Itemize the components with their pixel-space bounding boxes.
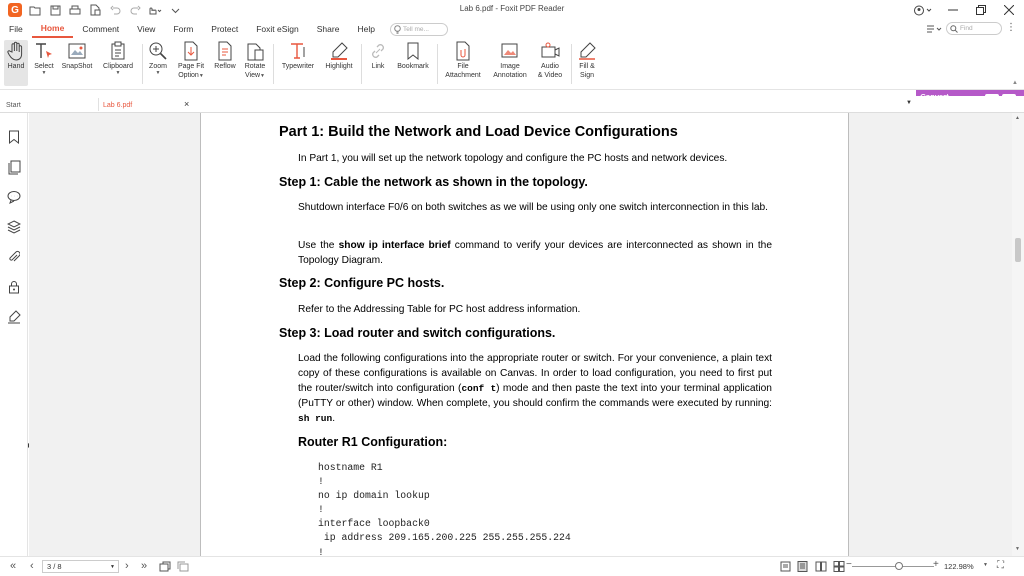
scroll-thumb[interactable] <box>1015 238 1021 262</box>
fill-sign-button[interactable] <box>575 40 599 80</box>
navigation-panel <box>0 113 28 556</box>
highlight-button[interactable] <box>321 40 357 71</box>
hand-label: Hand <box>7 63 25 70</box>
step3-heading: Step 3: Load router and switch configurations. <box>279 326 556 340</box>
find-input[interactable] <box>946 22 1002 35</box>
hand-icon <box>5 40 27 62</box>
fill-sign-label-1: Fill & <box>579 63 595 70</box>
fill-sign-icon <box>576 40 598 62</box>
link-label: Link <box>371 63 385 70</box>
select-label: Select <box>34 63 54 70</box>
image-annotation-button[interactable] <box>489 40 531 80</box>
step1-p2-after: command to verify your devices are interconnected as shown in the Topology Diagram. <box>298 240 772 266</box>
next-page-icon[interactable]: › <box>125 560 129 572</box>
snapshot-tool-button[interactable] <box>59 40 95 71</box>
scroll-down-icon[interactable]: ▼ <box>1015 546 1020 552</box>
close-window-icon[interactable] <box>1000 1 1018 19</box>
tab-list-dropdown-icon[interactable]: ▼ <box>906 100 912 106</box>
code-line: ! <box>318 504 324 516</box>
step1-heading: Step 1: Cable the network as shown in the topology. <box>279 175 588 189</box>
menu-share[interactable]: Share <box>316 24 340 34</box>
zoom-dropdown-icon[interactable]: ▼ <box>983 562 988 568</box>
page-fit-icon <box>180 40 202 62</box>
fill-sign-label-2: Sign <box>579 72 594 79</box>
tell-me-input[interactable] <box>390 23 448 36</box>
account-icon[interactable] <box>912 1 934 19</box>
step3-code-sh-run: sh run <box>298 413 333 424</box>
clipboard-label: Clipboard <box>103 63 133 70</box>
reflow-label: Reflow <box>214 63 236 70</box>
pages-panel-icon[interactable] <box>6 159 22 175</box>
reflow-icon <box>214 40 236 62</box>
close-tab-icon[interactable]: × <box>184 99 190 109</box>
touch-mode-icon[interactable] <box>146 1 164 19</box>
code-line: ip address 209.165.200.225 255.255.255.224 <box>318 532 571 544</box>
page-fit-label-2-text: Option <box>178 72 199 79</box>
select-text-icon <box>33 40 55 62</box>
more-options-icon[interactable]: ⋮ <box>1006 22 1016 33</box>
select-dropdown-icon[interactable]: ▼ <box>41 70 47 76</box>
page-fit-label-2 <box>178 71 204 80</box>
print-icon[interactable] <box>66 1 84 19</box>
ribbon-separator <box>437 44 438 84</box>
step3-code-conf-t: conf t <box>461 383 497 394</box>
part-intro: In Part 1, you will set up the network topology and configure the PC hosts and network devices. <box>298 153 728 164</box>
menu-form[interactable]: Form <box>173 24 194 34</box>
zoom-slider-handle[interactable] <box>895 562 903 570</box>
select-tool-button[interactable] <box>31 40 57 76</box>
tell-me-placeholder: Tell me... <box>402 25 429 33</box>
step3-p1-b: ) mode and then paste the text into your terminal application (PuTTY or other) window. When complete, you should confirm the commands were executed by running: <box>298 383 772 409</box>
snapshot-label: SnapShot <box>61 63 93 70</box>
page-dropdown-icon[interactable]: ▼ <box>110 563 115 570</box>
ribbon-scroll-icon[interactable]: ▲ <box>1012 80 1018 86</box>
ribbon-separator <box>273 44 274 84</box>
audio-video-label-2: & Video <box>537 72 563 79</box>
signatures-panel-icon[interactable] <box>6 309 22 325</box>
bookmarks-panel-icon[interactable] <box>6 129 22 145</box>
image-annotation-icon <box>499 40 521 62</box>
facing-view-icon[interactable] <box>815 561 827 575</box>
image-annotation-label-2: Annotation <box>493 72 527 79</box>
menu-comment[interactable]: Comment <box>82 24 120 34</box>
ribbon-toolbar <box>0 38 1024 90</box>
window-controls <box>912 0 1018 20</box>
previous-page-icon[interactable]: ‹ <box>30 560 34 572</box>
tab-lab-6-pdf[interactable]: Lab 6.pdf <box>103 101 133 109</box>
page-indicator: 3 / 8 <box>47 562 62 571</box>
snapshot-icon <box>66 40 88 62</box>
zoom-label: Zoom <box>149 63 167 70</box>
page-fit-label-1: Page Fit <box>177 63 205 70</box>
redo-icon[interactable] <box>126 1 144 19</box>
part-heading: Part 1: Build the Network and Load Device Configurations <box>279 124 678 140</box>
document-view[interactable] <box>29 113 1012 556</box>
code-line: ! <box>318 476 324 488</box>
lightbulb-icon <box>394 25 401 34</box>
step2-heading: Step 2: Configure PC hosts. <box>279 276 445 290</box>
step3-p1-a: Load the following configurations into the appropriate router or switch. For your convenience, a plain text copy of these configurations is available on Canvas. In order to load configuration, you need to first put the router/switch into configuration ( <box>298 353 772 394</box>
menu-file[interactable]: File <box>9 24 23 34</box>
clipboard-icon <box>107 40 129 62</box>
clipboard-dropdown-icon[interactable]: ▼ <box>115 70 121 76</box>
bookmark-icon <box>402 40 424 62</box>
menu-help[interactable]: Help <box>357 24 375 34</box>
step2-paragraph: Refer to the Addressing Table for PC host address information. <box>298 304 581 315</box>
search-options-icon[interactable] <box>926 24 942 34</box>
file-attachment-icon <box>452 40 474 62</box>
menu-bar <box>0 20 1024 38</box>
zoom-level[interactable]: 122.98% <box>944 562 974 571</box>
step3-paragraph <box>298 351 772 426</box>
minimize-icon[interactable] <box>944 1 962 19</box>
layers-panel-icon[interactable] <box>6 219 22 235</box>
ribbon-separator <box>571 44 572 84</box>
rotate-dropdown-icon[interactable]: ▼ <box>260 73 265 79</box>
step1-paragraph-1: Shutdown interface F0/6 on both switches as we will be using only one switch interconnection in this lab. <box>298 202 769 213</box>
foxit-logo-icon[interactable]: G <box>6 1 24 19</box>
menu-protect[interactable]: Protect <box>211 24 239 34</box>
customize-chevron-icon[interactable] <box>166 1 184 19</box>
pdf-page <box>200 113 849 556</box>
vertical-scrollbar[interactable] <box>1012 113 1024 556</box>
window-title: Lab 6.pdf - Foxit PDF Reader <box>459 4 565 13</box>
rotate-label-2-text: View <box>245 72 261 79</box>
highlight-label: Highlight <box>325 63 353 70</box>
find-area <box>926 22 1002 35</box>
zoom-out-icon[interactable]: − <box>846 559 852 570</box>
find-placeholder: Find <box>960 25 973 32</box>
typewriter-label: Typewriter <box>281 63 315 70</box>
router-r1-config-code <box>318 461 571 556</box>
attachments-panel-icon[interactable] <box>6 249 22 265</box>
zoom-in-icon[interactable]: + <box>933 559 939 570</box>
tab-divider <box>98 98 99 111</box>
create-pdf-icon[interactable] <box>86 1 104 19</box>
code-line: ! <box>318 546 324 556</box>
page-number-input[interactable] <box>42 560 119 573</box>
security-panel-icon[interactable] <box>6 279 22 295</box>
reflow-button[interactable] <box>211 40 239 71</box>
step3-p1-c: . <box>332 413 336 424</box>
audio-video-label-1: Audio <box>541 63 559 70</box>
menu-home[interactable]: Home <box>32 20 74 38</box>
zoom-dropdown-icon[interactable]: ▼ <box>155 70 161 76</box>
clipboard-tool-button[interactable] <box>99 40 137 76</box>
step1-p2-before: Use the <box>298 240 339 251</box>
zoom-slider[interactable] <box>852 566 934 567</box>
rotate-view-button[interactable] <box>241 40 269 80</box>
search-icon <box>950 25 958 33</box>
last-page-icon[interactable]: » <box>141 560 148 572</box>
comments-panel-icon[interactable] <box>6 189 22 205</box>
bookmark-button[interactable] <box>394 40 432 71</box>
zoom-tool-button[interactable] <box>146 40 170 76</box>
rotate-label-1: Rotate <box>244 63 266 70</box>
quick-access-toolbar <box>0 1 184 19</box>
hand-tool-button[interactable] <box>4 40 28 86</box>
scroll-up-icon[interactable]: ▲ <box>1015 115 1020 121</box>
file-attachment-label-2: Attachment <box>445 72 481 79</box>
step1-paragraph-2 <box>298 238 772 268</box>
menu-view[interactable]: View <box>137 24 156 34</box>
page-fit-dropdown-icon[interactable]: ▼ <box>198 73 204 79</box>
ribbon-separator <box>142 44 143 84</box>
highlight-icon <box>328 40 350 62</box>
file-attachment-button[interactable] <box>441 40 485 80</box>
step1-p2-command: show ip interface brief <box>338 240 451 251</box>
bookmark-label: Bookmark <box>397 63 429 70</box>
next-view-icon[interactable] <box>177 561 189 575</box>
typewriter-icon <box>287 40 309 62</box>
continuous-view-icon[interactable] <box>797 561 808 575</box>
link-button[interactable] <box>366 40 390 71</box>
file-attachment-label-1: File <box>457 63 469 70</box>
code-line: hostname R1 <box>318 462 383 473</box>
undo-icon[interactable] <box>106 1 124 19</box>
menu-foxit-esign[interactable]: Foxit eSign <box>256 24 299 34</box>
status-bar <box>0 556 1024 576</box>
document-tabs <box>0 96 1024 113</box>
rotate-view-icon <box>244 40 266 62</box>
first-page-icon[interactable]: « <box>10 560 17 572</box>
single-page-view-icon[interactable] <box>780 561 791 575</box>
tab-start[interactable]: Start <box>6 101 21 109</box>
audio-video-button[interactable] <box>533 40 567 80</box>
fullscreen-icon[interactable]: ⛶ <box>997 560 1004 571</box>
title-bar <box>0 0 1024 20</box>
code-line: no ip domain lookup <box>318 490 430 502</box>
router-r1-heading: Router R1 Configuration: <box>298 435 448 449</box>
typewriter-button[interactable] <box>277 40 319 71</box>
rotate-label-2 <box>245 71 265 80</box>
page-fit-option-button[interactable] <box>174 40 208 80</box>
audio-video-icon <box>539 40 561 62</box>
code-line: interface loopback0 <box>318 518 430 530</box>
continuous-facing-view-icon[interactable] <box>833 561 845 575</box>
link-icon <box>367 40 389 62</box>
restore-icon[interactable] <box>972 1 990 19</box>
save-icon[interactable] <box>46 1 64 19</box>
previous-view-icon[interactable] <box>159 561 171 575</box>
zoom-icon <box>147 40 169 62</box>
open-icon[interactable] <box>26 1 44 19</box>
image-annotation-label-1: Image <box>500 63 520 70</box>
ribbon-separator <box>361 44 362 84</box>
